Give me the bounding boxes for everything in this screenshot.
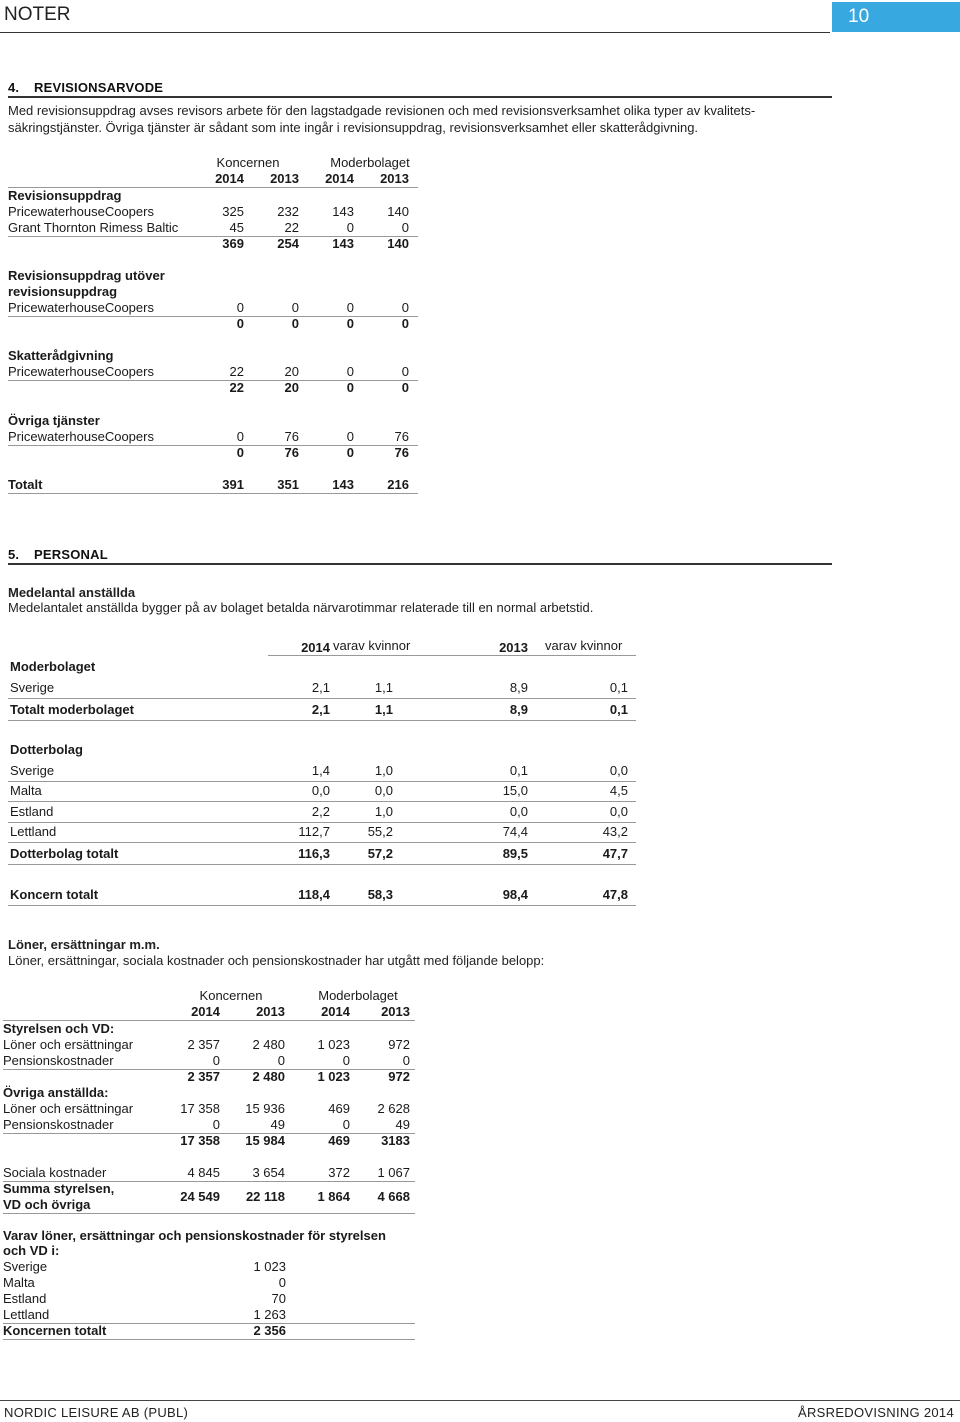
salary-row-value: 0 xyxy=(342,1053,350,1068)
staff-row-value: 1,1 xyxy=(374,680,393,695)
audit-row-value: 0 xyxy=(401,316,409,331)
audit-row xyxy=(8,413,418,429)
salary-year-2: 2013 xyxy=(256,1004,285,1019)
staff-row-value: 2,1 xyxy=(311,680,330,695)
staff-col-2014: 2014 xyxy=(301,640,330,655)
vd-row-value: 70 xyxy=(271,1291,286,1306)
staff-row xyxy=(8,702,636,721)
vd-row-label: Estland xyxy=(3,1291,47,1306)
audit-row-label: revisionsuppdrag xyxy=(8,284,118,299)
staff-row-value: 1,4 xyxy=(311,763,330,778)
year-col-4: 2013 xyxy=(380,171,409,186)
audit-row-value: 232 xyxy=(277,204,299,219)
salary-row-value: 469 xyxy=(328,1101,350,1116)
vd-heading-2: och VD i: xyxy=(3,1243,60,1258)
salary-row xyxy=(3,1165,415,1182)
audit-row-value: 0 xyxy=(346,445,354,460)
staff-row-value: 8,9 xyxy=(509,702,528,717)
salary-row-value: 0 xyxy=(212,1117,220,1132)
staff-row-value: 116,3 xyxy=(298,846,330,861)
salary-row-value: 49 xyxy=(270,1117,285,1132)
salary-row xyxy=(3,1021,415,1037)
salary-group-moderbolaget: Moderbolaget xyxy=(318,988,398,1003)
page-number-badge: 10 xyxy=(832,2,960,32)
audit-row xyxy=(8,300,418,317)
vd-row-label: Koncernen totalt xyxy=(3,1323,107,1338)
audit-row-value: 143 xyxy=(332,477,354,492)
audit-row-label: Övriga tjänster xyxy=(8,413,100,428)
staff-row xyxy=(8,783,636,802)
staff-paragraph: Medelantalet anställda bygger på av bolaget betalda närvarotimmar relaterade till en normal arbetstid. xyxy=(8,600,594,615)
salary-row-label: Styrelsen och VD: xyxy=(3,1021,115,1036)
staff-row-label: Dotterbolag xyxy=(10,742,83,757)
audit-row-value: 369 xyxy=(222,236,244,251)
staff-row xyxy=(8,680,636,699)
salary-row-label: Sociala kostnader xyxy=(3,1165,107,1180)
salary-row-value: 17 358 xyxy=(180,1133,220,1148)
audit-row-label: Grant Thornton Rimess Baltic xyxy=(8,220,179,235)
salary-year-4: 2013 xyxy=(381,1004,410,1019)
salary-row-value: 972 xyxy=(388,1037,410,1052)
salary-row-value: 972 xyxy=(388,1069,410,1084)
audit-row-value: 0 xyxy=(401,380,409,395)
vd-row-value: 1 263 xyxy=(253,1307,286,1322)
staff-row-value: 57,2 xyxy=(367,846,393,861)
audit-row xyxy=(8,316,418,332)
staff-row-label: Totalt moderbolaget xyxy=(10,702,134,717)
audit-fee-table xyxy=(8,155,418,500)
salary-row-label: Löner och ersättningar xyxy=(3,1037,134,1052)
salary-row-value: 22 118 xyxy=(245,1189,285,1204)
salary-row xyxy=(3,1101,415,1117)
audit-group-header xyxy=(8,155,418,171)
salary-row xyxy=(3,1133,415,1149)
staff-row-label: Estland xyxy=(10,804,54,819)
staff-row-value: 0,0 xyxy=(509,804,528,819)
staff-row-label: Lettland xyxy=(10,824,57,839)
section-4-number: 4. xyxy=(8,80,20,95)
page-header-title: NOTER xyxy=(4,4,71,25)
staff-row-value: 4,5 xyxy=(609,783,628,798)
audit-row-value: 0 xyxy=(236,429,244,444)
audit-row-value: 20 xyxy=(284,364,299,379)
audit-row xyxy=(8,477,418,494)
audit-row-value: 143 xyxy=(332,204,354,219)
staff-row-value: 0,0 xyxy=(374,783,393,798)
staff-row-value: 2,1 xyxy=(311,702,330,717)
audit-row-label: Totalt xyxy=(8,477,43,492)
audit-row xyxy=(8,364,418,381)
audit-row-value: 76 xyxy=(394,429,409,444)
salary-year-1: 2014 xyxy=(191,1004,220,1019)
salary-row xyxy=(3,1085,415,1101)
salary-row-label: Pensionskostnader xyxy=(3,1053,114,1068)
audit-row-value: 76 xyxy=(284,445,299,460)
audit-row xyxy=(8,220,418,237)
staff-row xyxy=(8,742,636,760)
staff-row-value: 1,0 xyxy=(374,804,393,819)
audit-year-header xyxy=(8,171,418,188)
audit-row-value: 0 xyxy=(346,300,354,315)
audit-row xyxy=(8,429,418,446)
salary-row-label: Övriga anställda: xyxy=(3,1085,109,1100)
staff-header-row xyxy=(8,638,636,654)
staff-row-value: 0,1 xyxy=(609,680,628,695)
salary-row-label: Summa styrelsen, xyxy=(3,1181,115,1196)
vd-heading: Varav löner, ersättningar och pensionskostnader för styrelsen xyxy=(3,1228,386,1243)
staff-row-label: Koncern totalt xyxy=(10,887,99,902)
audit-row-label: PricewaterhouseCoopers xyxy=(8,429,154,444)
staff-row-value: 0,0 xyxy=(609,804,628,819)
audit-row-label: Skatterådgivning xyxy=(8,348,114,363)
staff-subheading: Medelantal anställda xyxy=(8,585,136,600)
audit-row-value: 22 xyxy=(284,220,299,235)
audit-row-label: PricewaterhouseCoopers xyxy=(8,364,154,379)
year-col-2: 2013 xyxy=(270,171,299,186)
audit-row-value: 0 xyxy=(401,300,409,315)
salary-row-value: 372 xyxy=(328,1165,350,1180)
salary-row-value: 469 xyxy=(328,1133,350,1148)
salary-row-value: 0 xyxy=(402,1053,410,1068)
salary-row-value: 4 668 xyxy=(377,1189,410,1204)
salary-row-value: 2 480 xyxy=(252,1069,285,1084)
audit-row-value: 0 xyxy=(236,300,244,315)
staff-row-value: 58,3 xyxy=(367,887,393,902)
staff-col-kvinnor-2: varav kvinnor xyxy=(545,638,623,653)
audit-row-value: 140 xyxy=(387,204,409,219)
audit-row xyxy=(8,204,418,220)
audit-row-label: Revisionsuppdrag utöver xyxy=(8,268,165,283)
audit-row xyxy=(8,380,418,396)
audit-row-value: 76 xyxy=(394,445,409,460)
group-koncernen: Koncernen xyxy=(216,155,280,170)
staff-row-value: 118,4 xyxy=(298,887,330,902)
audit-row-value: 0 xyxy=(401,364,409,379)
salary-row-value: 0 xyxy=(277,1053,285,1068)
staff-row-value: 1,0 xyxy=(374,763,393,778)
staff-table xyxy=(8,638,636,908)
audit-row-value: 0 xyxy=(346,380,354,395)
salary-row-value: 15 936 xyxy=(245,1101,285,1116)
section-4-paragraph: Med revisionsuppdrag avses revisors arbete för den lagstadgade revisionen och med revisionsverksamhet olika typer av kvalitets-säkringstjänster. Övriga tjänster är sådant som inte ingår i revisionsuppdrag, revisionsverksamhet eller skatterådgivning. xyxy=(8,103,756,135)
vd-row xyxy=(3,1307,415,1324)
salary-row-value: 1 864 xyxy=(317,1189,350,1204)
salary-row-value: 1 023 xyxy=(317,1069,350,1084)
staff-row-value: 47,7 xyxy=(602,846,628,861)
audit-row-value: 0 xyxy=(346,220,354,235)
staff-col-kvinnor-1: varav kvinnor xyxy=(333,638,411,653)
year-col-1: 2014 xyxy=(215,171,244,186)
salary-year-3: 2014 xyxy=(321,1004,350,1019)
audit-row-value: 254 xyxy=(277,236,299,251)
salary-row-value: 4 845 xyxy=(187,1165,220,1180)
staff-row-value: 55,2 xyxy=(367,824,393,839)
audit-row-value: 0 xyxy=(401,220,409,235)
audit-row-value: 140 xyxy=(387,236,409,251)
staff-row-value: 0,1 xyxy=(509,763,528,778)
salary-row-value: 49 xyxy=(395,1117,410,1132)
audit-row-value: 143 xyxy=(332,236,354,251)
salary-row-value: 2 357 xyxy=(187,1037,220,1052)
vd-row-label: Lettland xyxy=(3,1307,50,1322)
staff-row-value: 15,0 xyxy=(502,783,528,798)
audit-row-value: 351 xyxy=(277,477,299,492)
salary-row xyxy=(3,1069,415,1085)
audit-row-value: 0 xyxy=(236,445,244,460)
audit-row xyxy=(8,268,418,284)
audit-row-value: 45 xyxy=(229,220,244,235)
salary-row-value: 1 023 xyxy=(317,1037,350,1052)
salary-row-value: 1 067 xyxy=(377,1165,410,1180)
audit-row xyxy=(8,284,418,300)
audit-row-value: 216 xyxy=(387,477,409,492)
audit-row-value: 0 xyxy=(291,300,299,315)
vd-row xyxy=(3,1275,415,1291)
salary-year-header xyxy=(3,1004,415,1021)
staff-row xyxy=(8,824,636,843)
audit-row xyxy=(8,236,418,252)
staff-row-value: 43,2 xyxy=(602,824,628,839)
salary-row-value: 0 xyxy=(212,1053,220,1068)
staff-row-label: Sverige xyxy=(10,680,55,695)
audit-row-value: 0 xyxy=(346,429,354,444)
audit-row-label: Revisionsuppdrag xyxy=(8,188,122,203)
staff-row-value: 0,0 xyxy=(311,783,330,798)
footer-divider xyxy=(0,1400,960,1401)
audit-row-value: 22 xyxy=(229,364,244,379)
salary-group-header xyxy=(3,988,415,1004)
vd-row xyxy=(3,1259,415,1275)
staff-row-value: 0,0 xyxy=(609,763,628,778)
audit-row-label: PricewaterhouseCoopers xyxy=(8,204,154,219)
salary-row xyxy=(3,1053,415,1070)
footer-company: NORDIC LEISURE AB (PUBL) xyxy=(4,1405,189,1420)
group-moderbolaget: Moderbolaget xyxy=(330,155,410,170)
audit-row-value: 391 xyxy=(222,477,244,492)
staff-row-value: 2,2 xyxy=(311,804,330,819)
staff-row-value: 47,8 xyxy=(602,887,628,902)
salary-subheading: Löner, ersättningar m.m. xyxy=(8,937,160,952)
audit-row-value: 0 xyxy=(346,364,354,379)
salary-row-value: 3 654 xyxy=(252,1165,285,1180)
vd-row-label: Sverige xyxy=(3,1259,48,1274)
salary-row-label: Löner och ersättningar xyxy=(3,1101,134,1116)
vd-row-label: Malta xyxy=(3,1275,35,1290)
audit-row-value: 76 xyxy=(284,429,299,444)
staff-row-label: Malta xyxy=(10,783,42,798)
staff-row-value: 74,4 xyxy=(502,824,528,839)
vd-row-value: 0 xyxy=(278,1275,286,1290)
audit-row xyxy=(8,445,418,461)
salary-row-value: 2 480 xyxy=(252,1037,285,1052)
staff-row xyxy=(8,804,636,823)
audit-row xyxy=(8,348,418,364)
staff-col-2013: 2013 xyxy=(499,640,528,655)
salary-row-label: Pensionskostnader xyxy=(3,1117,114,1132)
vd-row xyxy=(3,1323,415,1340)
audit-row-label: PricewaterhouseCoopers xyxy=(8,300,154,315)
vd-row xyxy=(3,1291,415,1307)
staff-row-label: Dotterbolag totalt xyxy=(10,846,119,861)
salary-row-value: 15 984 xyxy=(245,1133,285,1148)
vd-row-value: 2 356 xyxy=(253,1323,286,1338)
salary-row-value: 0 xyxy=(342,1117,350,1132)
section-4-heading xyxy=(8,80,832,98)
salary-row xyxy=(3,1181,415,1214)
salary-row-label-2: VD och övriga xyxy=(3,1197,91,1212)
staff-row-value: 0,1 xyxy=(609,702,628,717)
salary-group-koncernen: Koncernen xyxy=(199,988,263,1003)
salary-row-value: 2 357 xyxy=(187,1069,220,1084)
section-4-title: REVISIONSARVODE xyxy=(34,80,164,95)
audit-row-value: 0 xyxy=(291,316,299,331)
audit-row-value: 0 xyxy=(236,316,244,331)
staff-row-value: 98,4 xyxy=(502,887,528,902)
salary-row-value: 24 549 xyxy=(180,1189,220,1204)
salary-paragraph: Löner, ersättningar, sociala kostnader och pensionskostnader har utgått med följande belopp: xyxy=(8,953,545,968)
vd-row-value: 1 023 xyxy=(253,1259,286,1274)
audit-row-value: 22 xyxy=(229,380,244,395)
staff-row-value: 112,7 xyxy=(298,824,330,839)
year-col-3: 2014 xyxy=(325,171,354,186)
header-divider xyxy=(0,32,830,33)
section-5-title: PERSONAL xyxy=(34,547,108,562)
salary-row-value: 17 358 xyxy=(180,1101,220,1116)
section-5-number: 5. xyxy=(8,547,20,562)
staff-row-label: Sverige xyxy=(10,763,55,778)
staff-row xyxy=(8,846,636,865)
audit-row-value: 20 xyxy=(284,380,299,395)
staff-row xyxy=(8,887,636,906)
salary-row xyxy=(3,1117,415,1134)
audit-row xyxy=(8,188,418,204)
staff-row xyxy=(8,659,636,677)
footer-report: ÅRSREDOVISNING 2014 xyxy=(798,1405,954,1420)
staff-row xyxy=(8,763,636,782)
staff-header-underline xyxy=(268,655,636,656)
audit-row-value: 325 xyxy=(222,204,244,219)
staff-row-value: 8,9 xyxy=(509,680,528,695)
salary-row xyxy=(3,1037,415,1053)
staff-row-label: Moderbolaget xyxy=(10,659,96,674)
staff-row-value: 89,5 xyxy=(502,846,528,861)
salary-table xyxy=(3,988,415,1218)
audit-row-value: 0 xyxy=(346,316,354,331)
staff-row-value: 1,1 xyxy=(374,702,393,717)
salary-row-value: 2 628 xyxy=(377,1101,410,1116)
salary-row-value: 3183 xyxy=(381,1133,410,1148)
section-5-heading xyxy=(8,547,832,565)
